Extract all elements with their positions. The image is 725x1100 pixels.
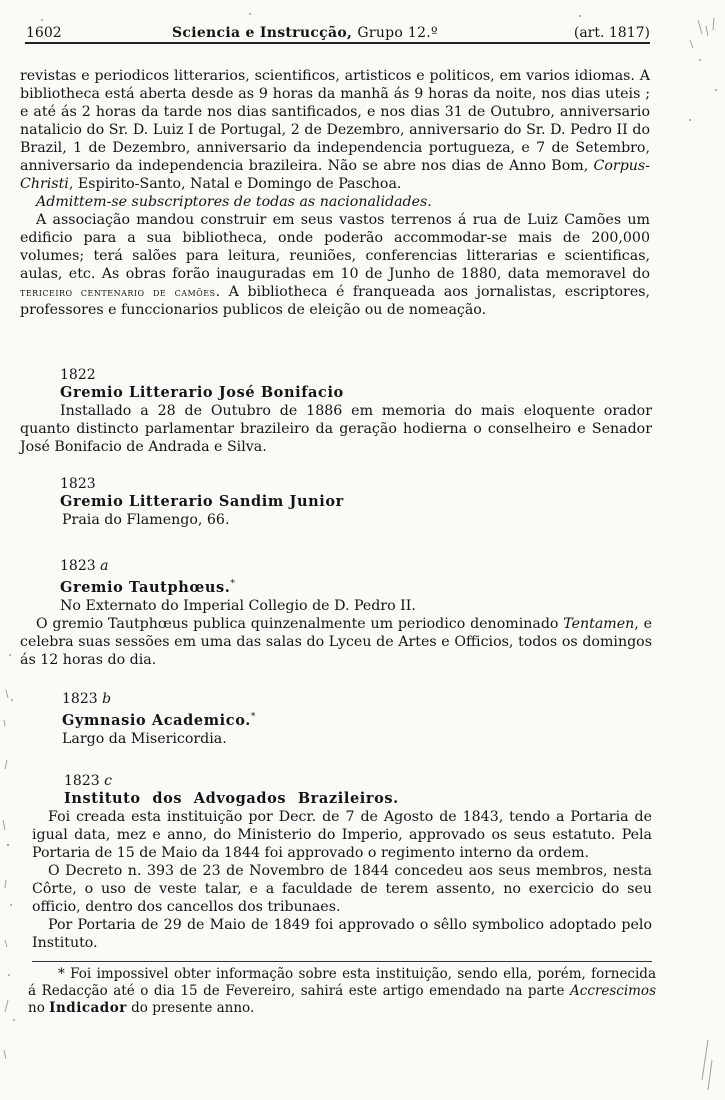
entry-number-value: 1823 (62, 691, 98, 707)
running-title (172, 24, 438, 42)
footnote-mark: * (230, 579, 236, 589)
footnote-mid: no (28, 1000, 50, 1016)
running-title-text: Sciencia e Instrucção, (172, 25, 353, 41)
footnote-bold: Indicador (49, 1000, 127, 1016)
intro-p3-smallcaps: tericeiro centenario de camões (20, 285, 216, 299)
entry-paragraph-2: O Decreto n. 393 de 23 de Novembro de 1844 concedeu aos seus membros, nesta Côrte, o uso de veste talar, e a faculdade de terem assento, no exercicio do seu officio, dentro dos cancellos dos tribunaes. (32, 863, 652, 915)
intro-p3-text: A associação mandou construir em seus vastos terrenos á rua de Luiz Camões um edificio para a sua bibliotheca, onde poderão accommodar-se mais de 200,000 volumes; terá salões para leitura, reuniões, conferencias litterarias e scientificas, aulas, etc. As obras forão inauguradas em 10 de Junho de 1880, data memoravel do (20, 212, 650, 282)
footnote-mark: * (250, 712, 256, 722)
entry-number-suffix: a (100, 558, 109, 574)
entry-text-italic: Tentamen (563, 615, 635, 632)
entry-1823 (60, 475, 650, 529)
entry-number (62, 690, 652, 708)
entry-text-start: O gremio Tautphœus publica quinzenalmente um periodico denominado (36, 615, 564, 632)
entry-address: Largo da Misericordia. (62, 730, 227, 747)
intro-paragraph-3 (20, 211, 650, 319)
entry-paragraph-1: Foi creada esta instituição por Decr. de 7 de Agosto de 1843, tendo a Portaria de igual data, mez e anno, do Ministerio do Imperio, approvado os seus estatuto. Pela Portaria de 15 de Maio da 1844 foi approvado o regimento interno da ordem. (32, 809, 652, 861)
footnote-start: * Foi impossivel obter informação sobre esta instituição, sendo ella, porém, fornecida á Redacção até o dia 15 de Fevereiro, sahirá este artigo emendado na parte (28, 966, 656, 999)
entry-number-suffix: c (104, 773, 112, 789)
intro-paragraph-1 (20, 67, 650, 193)
entry-number-value: 1823 (60, 558, 96, 574)
entry-name-text: Gymnasio Academico. (62, 711, 251, 729)
entry-address: Praia do Flamengo, 66. (62, 512, 230, 528)
entry-paragraph-3: Por Portaria de 29 de Maio de 1849 foi approvado o sêllo symbolico adoptado pelo Instituto. (32, 917, 652, 951)
entry-1823a (20, 557, 652, 669)
intro-p1-text: revistas e periodicos litterarios, scientificos, artisticos e politicos, em varios idiomas. A bibliotheca está aberta desde as 9 horas da manhã ás 9 horas da noite, nos dias uteis ; e até ás 2 horas da tarde nos dias santificados, e nos dias 31 de Outubro, anniversario natalicio do Sr. D. Luiz I de Portugal, 2 de Dezembro, anniversario do Sr. D. Pedro II do Brazil, 1 de Dezembro, anniversario da independencia portugueza, e 7 de Setembro, anniversario da independencia brazileira. Não se abre nos dias de Anno Bom, (20, 68, 650, 174)
intro-block (20, 67, 650, 319)
entry-text (20, 615, 652, 669)
header-rule (25, 42, 650, 44)
entry-name: Instituto dos Advogados Brazileiros. (64, 790, 399, 807)
intro-p3-end: . A bibliotheca é franqueada aos jornalistas, escriptores, professores e funccionarios publicos de eleição ou de nomeação. (20, 284, 651, 318)
entry-number: 1823 (60, 476, 96, 492)
footnote-rule (32, 961, 652, 962)
entry-number-suffix: b (102, 691, 112, 707)
footnote-text (28, 966, 656, 1017)
entry-text-end: , e celebra suas sessões em uma das salas do Lyceu de Artes e Officios, todos os domingos ás 12 horas do dia. (20, 615, 652, 668)
entry-1823c (32, 772, 652, 952)
entry-name (60, 575, 652, 597)
footnote-end: do presente anno. (126, 1000, 255, 1016)
entry-name: Gremio Litterario Sandim Junior (60, 493, 344, 510)
article-reference: (art. 1817) (573, 25, 650, 41)
intro-paragraph-2: Admittem-se subscriptores de todas as nacionalidades. (36, 194, 432, 210)
footnote (28, 966, 656, 1017)
entry-name (62, 708, 652, 730)
entry-text: Installado a 28 de Outubro de 1886 em memoria do mais eloquente orador quanto distincto parlamentar brazileiro da geração hodierna o conselheiro e Senador José Bonifacio de Andrada e Silva. (20, 403, 652, 455)
page-number: 1602 (26, 25, 62, 41)
entry-1823b (62, 690, 652, 748)
entry-1822 (20, 366, 652, 456)
entry-number (64, 772, 652, 790)
entry-name-text: Gremio Tautphœus. (60, 578, 231, 596)
intro-p1-end: , Espirito-Santo, Natal e Domingo de Paschoa. (68, 176, 402, 192)
entry-number-value: 1823 (64, 773, 100, 789)
entry-address: No Externato do Imperial Collegio de D. Pedro II. (60, 597, 416, 614)
footnote-italic: Accrescimos (570, 983, 656, 999)
entry-name: Gremio Litterario José Bonifacio (60, 384, 344, 401)
intro-p1-italic: Corpus-Christi (20, 158, 650, 192)
group-label: Grupo 12.º (357, 25, 438, 41)
entry-number: 1822 (60, 367, 96, 383)
entry-number (60, 557, 652, 575)
